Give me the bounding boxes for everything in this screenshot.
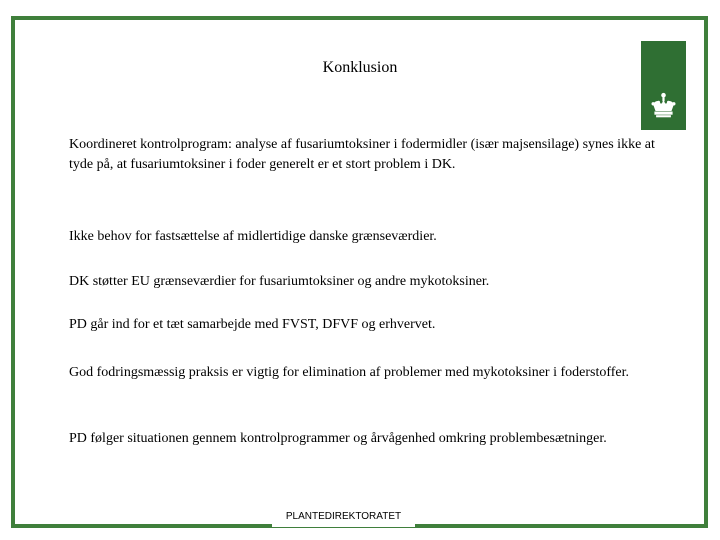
paragraph-eu-limits: DK støtter EU grænseværdier for fusariumtoksiner og andre mykotoksiner. [69,274,490,289]
crown-icon [649,92,678,121]
footer-organization: PLANTEDIREKTORATET [272,507,415,527]
slide-title: Konklusion [322,59,398,76]
paragraph-good-feeding-practice: God fodringsmæssig praksis er vigtig for elimination af problemer med mykotoksiner i foderstoffer. [69,365,630,380]
paragraph-monitoring: PD følger situationen gennem kontrolprogrammer og årvågenhed omkring problembesætninger. [69,431,607,446]
paragraph-no-danish-limits: Ikke behov for fastsættelse af midlertidige danske grænseværdier. [69,229,437,244]
ministry-logo [641,41,686,130]
paragraph-coordinated-program: Koordineret kontrolprogram: analyse af fusariumtoksiner i fodermidler (især majsensilage) synes ikke at tyde på, at fusariumtoksiner i foder generelt er et stort problem i DK. [69,137,655,172]
paragraph-cooperation: PD går ind for et tæt samarbejde med FVST, DFVF og erhvervet. [69,317,436,332]
